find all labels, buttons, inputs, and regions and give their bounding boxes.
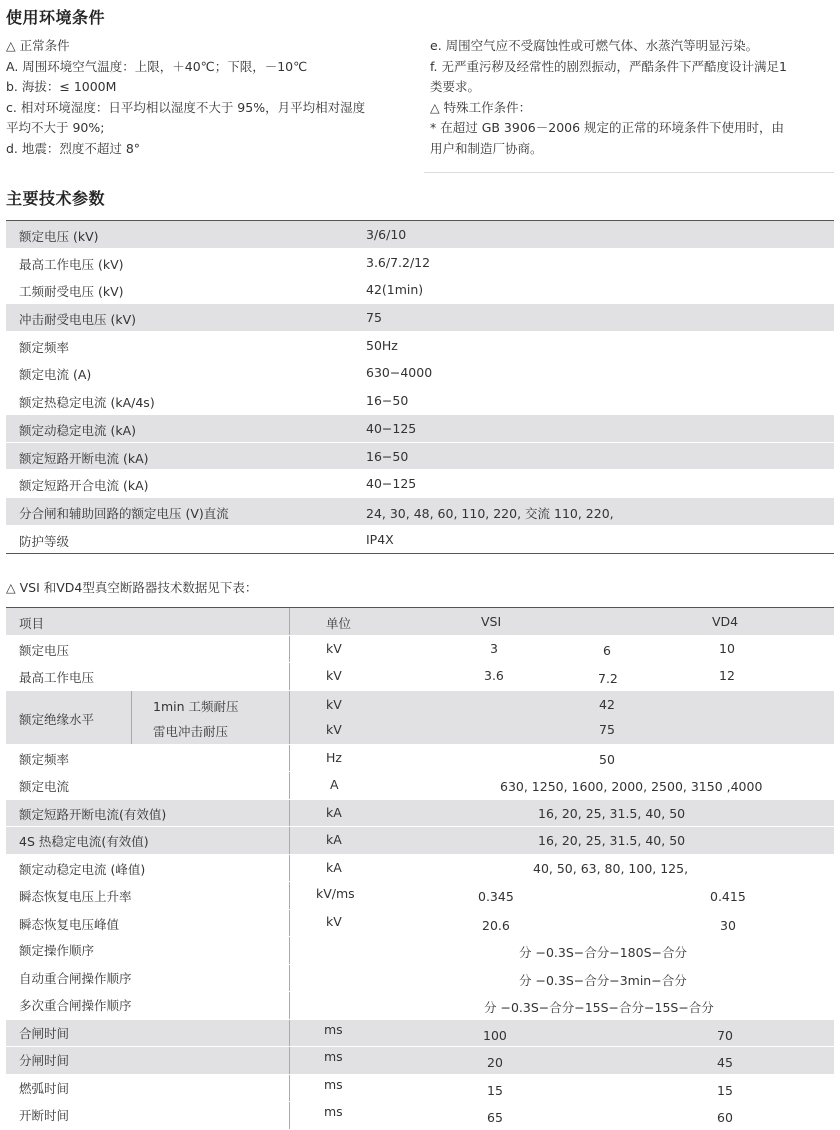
column-divider bbox=[289, 1047, 290, 1074]
env-temperature: A. 周围环境空气温度：上限，＋40℃；下限，－10℃ bbox=[6, 58, 308, 74]
environment-conditions bbox=[6, 36, 832, 164]
param-value: 630−4000 bbox=[366, 365, 433, 381]
row-unit: ms bbox=[324, 1076, 343, 1092]
table-row bbox=[6, 772, 834, 800]
env-vibration-cont: 类要求。 bbox=[430, 79, 481, 94]
param-name: 额定动稳定电流 (kA) bbox=[19, 422, 137, 438]
row-value: 分 −0.3S−合分−15S−合分−15S−合分 bbox=[484, 1000, 714, 1015]
row-label: 额定电流 bbox=[19, 779, 70, 794]
row-label: 额定操作顺序 bbox=[19, 943, 95, 958]
environment-right-column bbox=[430, 36, 832, 159]
column-divider bbox=[289, 992, 290, 1019]
row-label: 自动重合闸操作顺序 bbox=[19, 970, 132, 986]
value-vsi: 20.6 bbox=[482, 917, 510, 933]
row-label: 额定短路开断电流(有效值) bbox=[19, 806, 167, 822]
env-altitude: b. 海拔：≤ 1000M bbox=[6, 79, 117, 94]
table-row bbox=[6, 1102, 834, 1130]
column-divider bbox=[289, 1075, 290, 1102]
param-value: IP4X bbox=[366, 531, 394, 547]
row-label: 瞬态恢复电压上升率 bbox=[19, 889, 132, 904]
table-row bbox=[6, 221, 834, 249]
column-divider bbox=[289, 663, 290, 690]
table-row bbox=[6, 636, 834, 664]
sub-label: 雷电冲击耐压 bbox=[153, 724, 229, 739]
table-row bbox=[6, 745, 834, 773]
value-vsi-36: 3.6 bbox=[484, 668, 504, 683]
value-vsi: 65 bbox=[487, 1110, 503, 1125]
params-table bbox=[6, 220, 834, 554]
value-vsi: 100 bbox=[483, 1027, 507, 1043]
value-vd4: 60 bbox=[717, 1110, 733, 1125]
vs-table-note: △ VSI 和VD4型真空断路器技术数据见下表： bbox=[6, 580, 258, 595]
row-unit: kV/ms bbox=[316, 886, 355, 901]
row-label: 分闸时间 bbox=[19, 1053, 70, 1068]
table-row bbox=[6, 882, 834, 910]
row-value: 分 −0.3S−合分−3min−合分 bbox=[519, 972, 687, 988]
row-label: 额定动稳定电流 (峰值) bbox=[19, 861, 146, 877]
table-row bbox=[6, 1075, 834, 1103]
column-divider bbox=[289, 691, 290, 744]
environment-left-column bbox=[6, 36, 408, 159]
sub-label: 1min 工频耐压 bbox=[153, 698, 239, 714]
column-divider bbox=[289, 937, 290, 964]
row-unit: kV bbox=[326, 640, 342, 656]
param-value: 75 bbox=[366, 310, 382, 326]
column-divider bbox=[289, 1102, 290, 1129]
row-unit: ms bbox=[324, 1021, 343, 1037]
value-vd4: 45 bbox=[717, 1055, 733, 1070]
env-vibration: f. 无严重污秽及经常性的剧烈振动，严酷条件下严酷度设计满足1 bbox=[430, 58, 787, 74]
table-row bbox=[6, 937, 834, 965]
param-value: 3.6/7.2/12 bbox=[366, 254, 431, 270]
row-unit: kV bbox=[326, 913, 342, 929]
param-value: 3/6/10 bbox=[366, 227, 407, 242]
row-label: 额定绝缘水平 bbox=[19, 711, 95, 727]
header-vd4: VD4 bbox=[712, 614, 739, 629]
table-row bbox=[6, 1020, 834, 1048]
sub-value: 42 bbox=[599, 696, 615, 712]
row-label: 额定电压 bbox=[19, 642, 70, 658]
param-value: 24, 30, 48, 60, 110, 220, 交流 110, 220, bbox=[366, 505, 614, 521]
row-label: 开断时间 bbox=[19, 1108, 70, 1123]
row-label: 燃弧时间 bbox=[19, 1080, 70, 1096]
environment-section-title: 使用环境条件 bbox=[6, 8, 106, 27]
value-vsi: 0.345 bbox=[478, 889, 514, 904]
value-vsi-3: 3 bbox=[490, 640, 498, 656]
param-value: 16−50 bbox=[366, 448, 409, 464]
column-divider bbox=[289, 882, 290, 909]
column-divider bbox=[289, 910, 290, 937]
sub-value: 75 bbox=[599, 722, 615, 737]
table-row bbox=[6, 910, 834, 938]
table-row bbox=[6, 691, 834, 745]
row-unit: Hz bbox=[326, 749, 342, 765]
env-special-note-cont: 用户和制造厂协商。 bbox=[430, 140, 543, 156]
table-row bbox=[6, 249, 834, 277]
column-divider bbox=[289, 965, 290, 992]
row-unit: ms bbox=[324, 1104, 343, 1119]
column-divider bbox=[289, 855, 290, 882]
param-name: 额定频率 bbox=[19, 339, 70, 355]
table-row bbox=[6, 415, 834, 443]
env-humidity: c. 相对环境湿度：日平均相以湿度不大于 95%，月平均相对湿度 bbox=[6, 99, 366, 115]
param-name: 额定热稳定电流 (kA/4s) bbox=[19, 395, 155, 411]
table-row bbox=[6, 800, 834, 828]
value-vd4-12: 12 bbox=[719, 668, 735, 683]
param-name: 防护等级 bbox=[19, 533, 70, 549]
param-value: 16−50 bbox=[366, 393, 409, 409]
row-label: 4S 热稳定电流(有效值) bbox=[19, 834, 149, 849]
value-vsi-6: 6 bbox=[603, 642, 611, 658]
param-name: 工频耐受电压 (kV) bbox=[19, 284, 124, 300]
table-row bbox=[6, 855, 834, 883]
row-label: 瞬态恢复电压峰值 bbox=[19, 916, 120, 932]
row-value: 40, 50, 63, 80, 100, 125, bbox=[533, 860, 689, 876]
divider bbox=[424, 172, 834, 173]
value-vd4: 70 bbox=[717, 1027, 733, 1043]
row-unit: kA bbox=[326, 832, 342, 847]
row-unit: kV bbox=[326, 668, 342, 683]
table-header-row bbox=[6, 608, 834, 636]
insulation-sub-row bbox=[132, 691, 834, 718]
env-air-pollution: e. 周围空气应不受腐蚀性或可燃气体、水蒸汽等明显污染。 bbox=[430, 38, 759, 53]
param-name: 冲击耐受电电压 (kV) bbox=[19, 312, 137, 328]
table-row bbox=[6, 470, 834, 498]
sub-unit: kV bbox=[326, 722, 342, 737]
row-value: 50 bbox=[599, 751, 615, 767]
row-unit: kA bbox=[326, 859, 342, 875]
row-value: 16, 20, 25, 31.5, 40, 50 bbox=[538, 805, 686, 821]
table-row bbox=[6, 443, 834, 471]
header-vsi: VSI bbox=[481, 614, 502, 629]
param-value: 40−125 bbox=[366, 476, 417, 492]
env-earthquake: d. 地震：烈度不超过 8° bbox=[6, 140, 141, 156]
table-row bbox=[6, 1047, 834, 1075]
value-vsi: 20 bbox=[487, 1055, 503, 1070]
table-row bbox=[6, 965, 834, 993]
value-vd4: 30 bbox=[720, 917, 736, 933]
table-row bbox=[6, 992, 834, 1020]
env-normal-heading: △ 正常条件 bbox=[6, 38, 70, 53]
param-value: 50Hz bbox=[366, 337, 398, 353]
table-row bbox=[6, 387, 834, 415]
table-row bbox=[6, 276, 834, 304]
header-item: 项目 bbox=[19, 616, 45, 631]
table-row bbox=[6, 663, 834, 691]
row-unit: A bbox=[330, 777, 339, 792]
param-name: 最高工作电压 (kV) bbox=[19, 256, 124, 272]
table-row bbox=[6, 304, 834, 332]
table-row bbox=[6, 332, 834, 360]
table-row bbox=[6, 359, 834, 387]
value-vsi: 15 bbox=[487, 1082, 503, 1098]
param-name: 额定短路开合电流 (kA) bbox=[19, 478, 149, 494]
column-divider bbox=[289, 608, 290, 635]
value-vd4: 0.415 bbox=[710, 889, 746, 904]
row-label: 合闸时间 bbox=[19, 1025, 70, 1041]
column-divider bbox=[289, 800, 290, 827]
column-divider bbox=[289, 772, 290, 799]
value-vsi-72: 7.2 bbox=[598, 671, 618, 686]
row-value: 16, 20, 25, 31.5, 40, 50 bbox=[538, 833, 686, 848]
param-value: 42(1min) bbox=[366, 282, 424, 298]
column-divider bbox=[289, 827, 290, 854]
row-unit: kA bbox=[326, 804, 342, 820]
param-name: 额定短路开断电流 (kA) bbox=[19, 450, 149, 466]
params-section-title: 主要技术参数 bbox=[6, 189, 106, 208]
header-unit: 单位 bbox=[326, 616, 352, 631]
table-row bbox=[6, 827, 834, 855]
row-label: 最高工作电压 bbox=[19, 670, 95, 685]
column-divider bbox=[289, 636, 290, 663]
row-value: 630, 1250, 1600, 2000, 2500, 3150 ,4000 bbox=[500, 779, 763, 794]
param-name: 分合闸和辅助回路的额定电压 (V)直流 bbox=[19, 505, 229, 521]
value-vd4-10: 10 bbox=[719, 640, 735, 656]
table-row bbox=[6, 526, 834, 554]
column-divider bbox=[289, 1020, 290, 1047]
value-vd4: 15 bbox=[717, 1082, 733, 1098]
row-label: 额定频率 bbox=[19, 751, 70, 767]
row-unit: ms bbox=[324, 1049, 343, 1064]
row-label: 多次重合闸操作顺序 bbox=[19, 998, 132, 1013]
insulation-sub-row bbox=[132, 717, 834, 744]
column-divider bbox=[289, 745, 290, 772]
vsi-vd4-table bbox=[6, 607, 834, 1130]
table-row bbox=[6, 498, 834, 526]
env-special-heading: △ 特殊工作条件： bbox=[430, 99, 532, 115]
param-value: 40−125 bbox=[366, 420, 417, 436]
param-name: 额定电压 (kV) bbox=[19, 229, 99, 244]
env-humidity-cont: 平均不大于 90%; bbox=[6, 120, 105, 135]
param-name: 额定电流 (A) bbox=[19, 367, 92, 383]
sub-unit: kV bbox=[326, 696, 342, 712]
row-value: 分 −0.3S−合分−180S−合分 bbox=[519, 945, 687, 960]
env-special-note: * 在超过 GB 3906－2006 规定的正常的环境条件下使用时，由 bbox=[430, 120, 785, 135]
